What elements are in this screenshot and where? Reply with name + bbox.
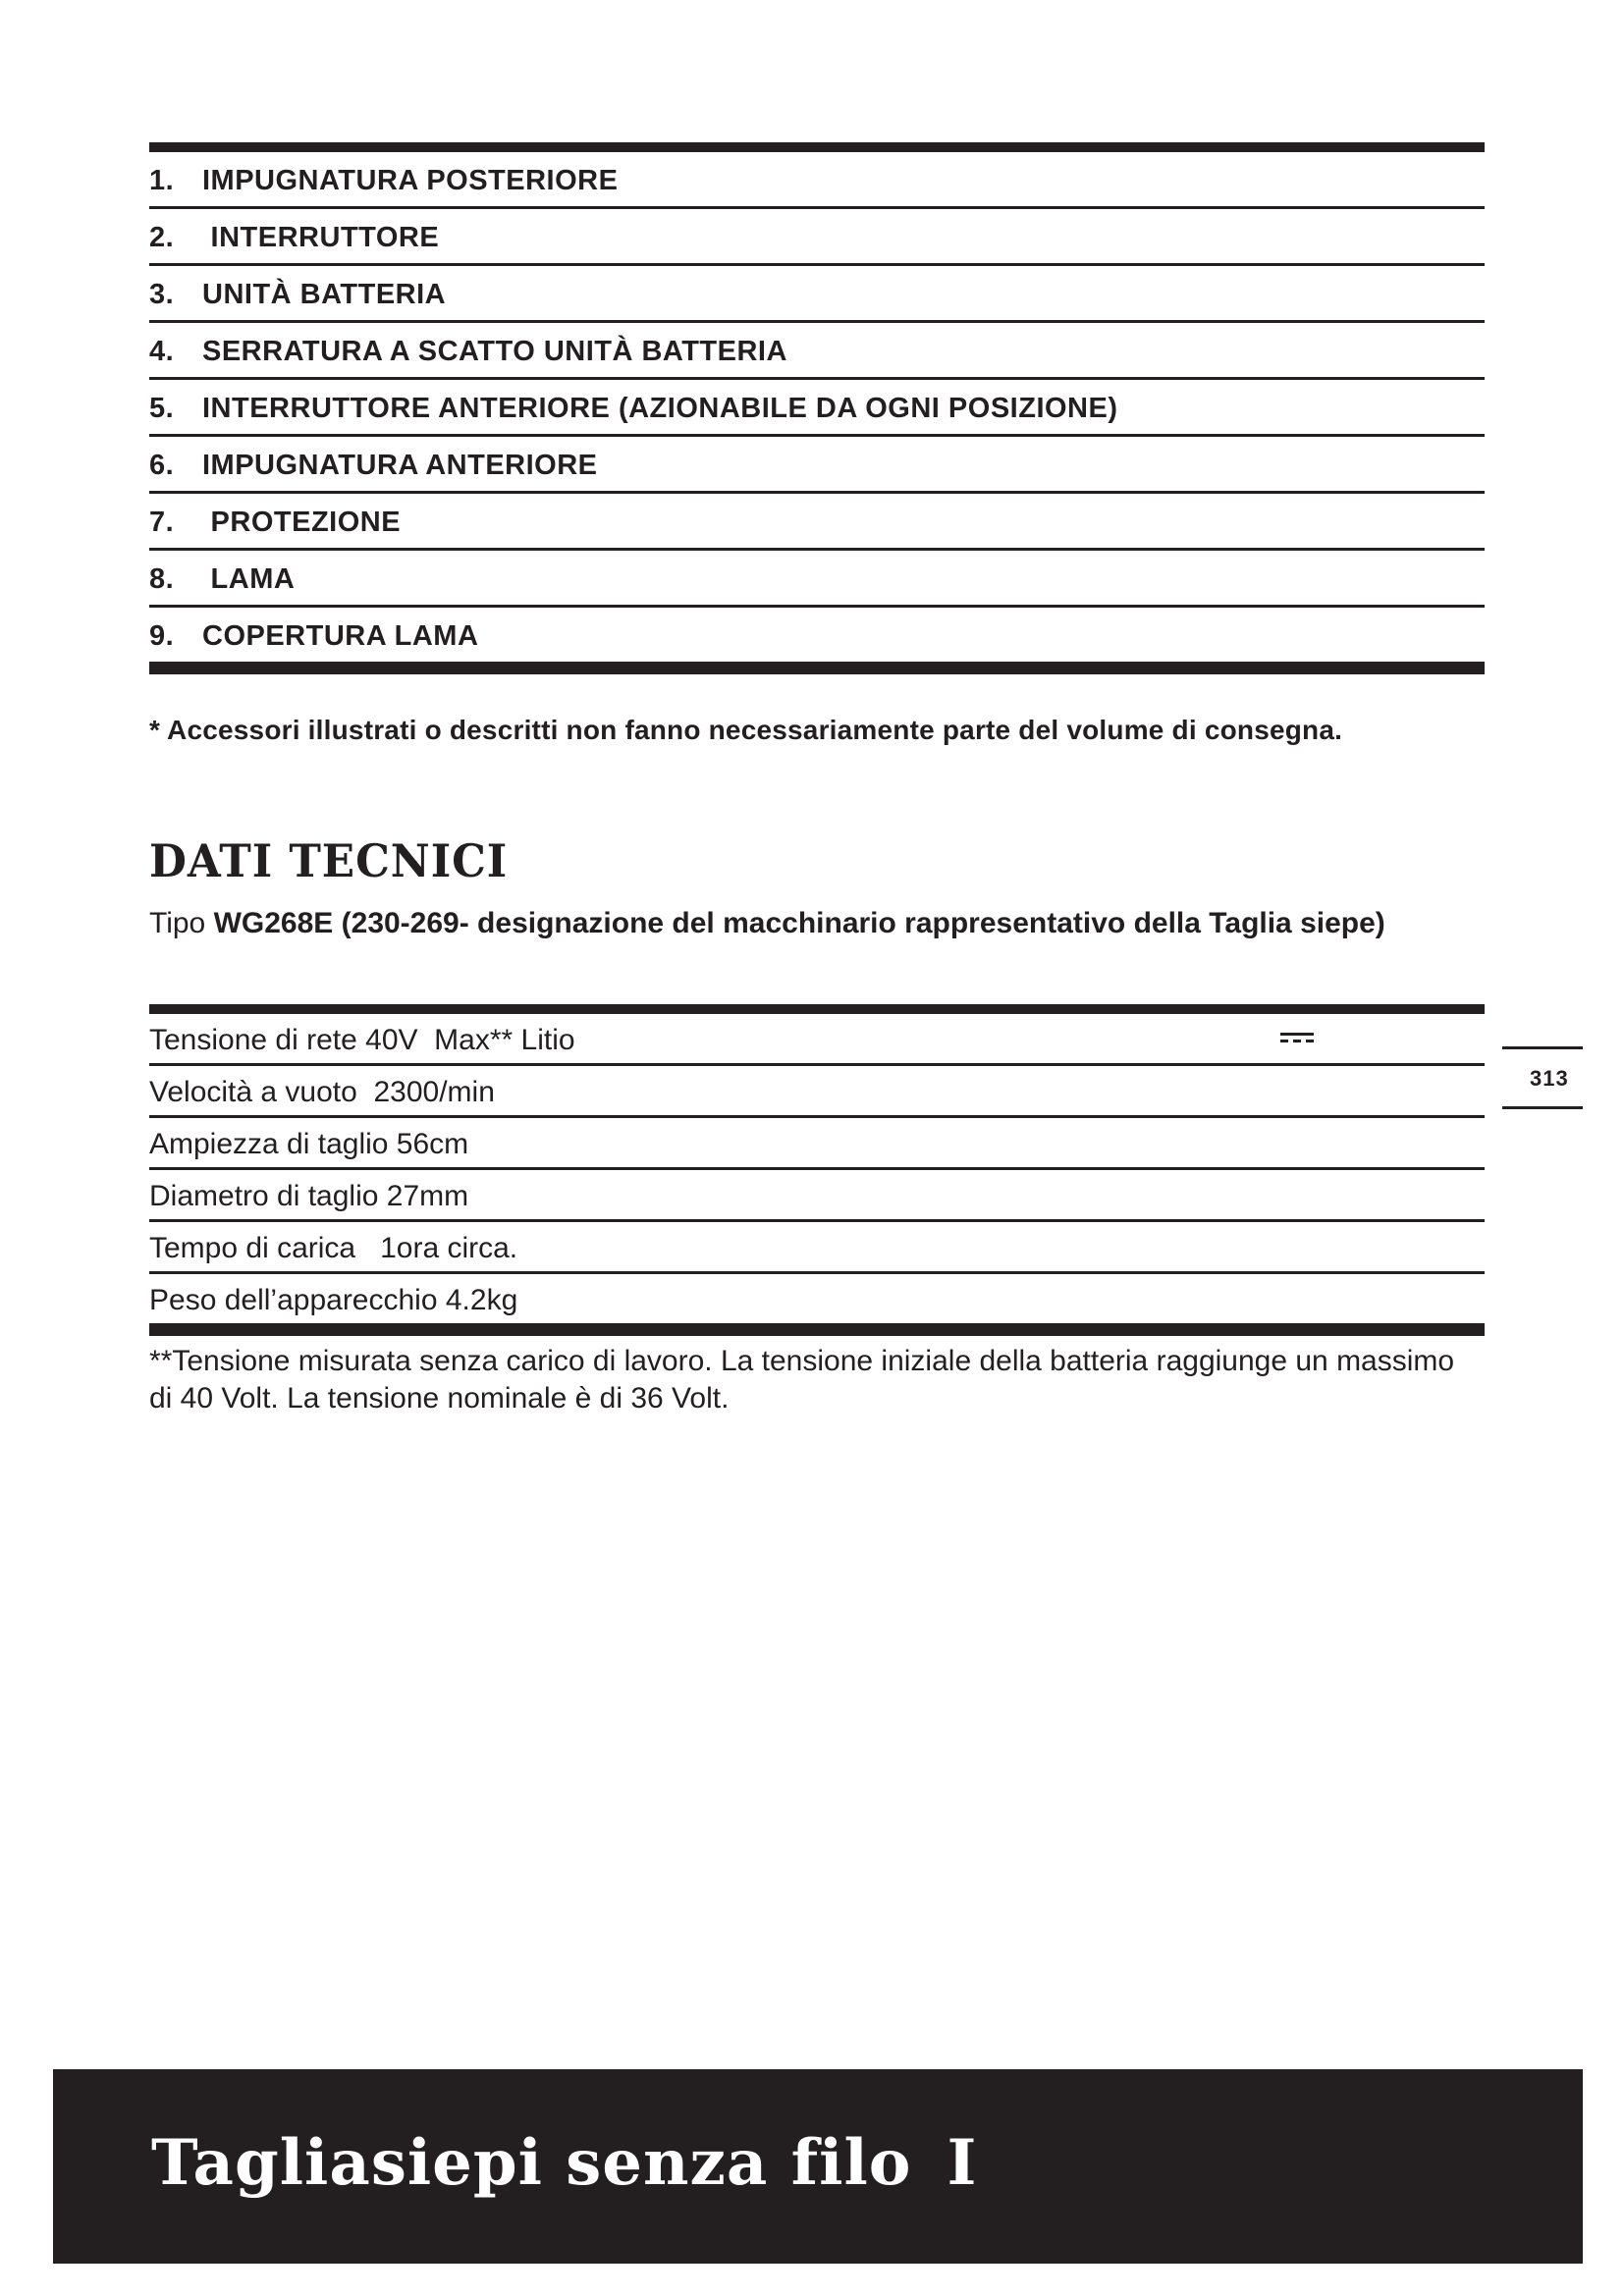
list-item bbox=[149, 608, 1485, 665]
part-number: 4. bbox=[149, 336, 175, 367]
footer-title bbox=[151, 2126, 977, 2200]
table-row bbox=[149, 1170, 1485, 1222]
spec-text: Tempo di carica 1ora circa. bbox=[149, 1231, 518, 1264]
spec-text: Ampiezza di taglio 56cm bbox=[149, 1127, 469, 1160]
part-label: COPERTURA LAMA bbox=[202, 620, 479, 652]
list-item bbox=[149, 323, 1485, 380]
dc-current-icon bbox=[1280, 1031, 1314, 1044]
part-label: LAMA bbox=[202, 563, 296, 595]
part-label: UNITÀ BATTERIA bbox=[202, 279, 447, 310]
list-item bbox=[149, 380, 1485, 437]
list-item bbox=[149, 209, 1485, 266]
spec-text: Diametro di taglio 27mm bbox=[149, 1179, 469, 1212]
part-number: 6. bbox=[149, 450, 175, 481]
part-number: 8. bbox=[149, 563, 175, 595]
parts-bottom-rule bbox=[149, 665, 1485, 674]
part-number: 9. bbox=[149, 620, 175, 652]
part-number: 5. bbox=[149, 393, 175, 424]
parts-list bbox=[149, 142, 1485, 674]
part-number: 3. bbox=[149, 279, 175, 310]
part-label: IMPUGNATURA POSTERIORE bbox=[202, 165, 619, 196]
language-code: I bbox=[947, 2126, 978, 2200]
specs-bottom-rule bbox=[149, 1326, 1485, 1336]
parts-top-rule bbox=[149, 142, 1485, 152]
table-row bbox=[149, 1274, 1485, 1326]
part-number: 7. bbox=[149, 507, 175, 538]
table-row bbox=[149, 1014, 1485, 1066]
accessories-note: * Accessori illustrati o descritti non fanno necessariamente parte del volume di consegna. bbox=[149, 715, 1343, 745]
spec-text: Velocità a vuoto 2300/min bbox=[149, 1075, 495, 1108]
part-label: IMPUGNATURA ANTERIORE bbox=[202, 450, 598, 481]
specs-top-rule bbox=[149, 1004, 1485, 1014]
part-label: INTERRUTTORE bbox=[202, 222, 440, 253]
part-number: 2. bbox=[149, 222, 175, 253]
section-title: DATI TECNICI bbox=[149, 834, 509, 887]
spec-text: Tensione di rete 40V Max** Litio bbox=[149, 1023, 575, 1056]
tab-top-rule bbox=[1502, 1046, 1583, 1049]
part-label: SERRATURA A SCATTO UNITÀ BATTERIA bbox=[202, 336, 787, 367]
list-item bbox=[149, 494, 1485, 551]
list-item bbox=[149, 152, 1485, 209]
table-row bbox=[149, 1222, 1485, 1274]
table-row bbox=[149, 1118, 1485, 1170]
tab-bottom-rule bbox=[1502, 1106, 1583, 1109]
list-item bbox=[149, 551, 1485, 608]
page-number: 313 bbox=[1530, 1066, 1569, 1091]
model-type bbox=[149, 905, 1485, 942]
part-label: PROTEZIONE bbox=[202, 507, 402, 538]
specs-table bbox=[149, 1004, 1485, 1336]
footer-band bbox=[53, 2069, 1583, 2264]
part-number: 1. bbox=[149, 165, 175, 196]
part-label: INTERRUTTORE ANTERIORE (AZIONABILE DA OGNI POSIZIONE) bbox=[202, 393, 1118, 424]
list-item bbox=[149, 437, 1485, 494]
type-prefix: Tipo bbox=[149, 907, 206, 939]
table-row bbox=[149, 1066, 1485, 1118]
voltage-footnote: **Tensione misurata senza carico di lavoro. La tensione iniziale della batteria raggiunge un massimo di 40 Volt. La tensione nominale è di 36 Volt. bbox=[149, 1345, 1455, 1415]
list-item bbox=[149, 266, 1485, 323]
page-tab bbox=[1502, 1046, 1583, 1109]
product-name: Tagliasiepi senza filo bbox=[151, 2126, 912, 2200]
type-value: WG268E (230-269- designazione del macchinario rappresentativo della Taglia siepe) bbox=[213, 907, 1385, 939]
spec-text: Peso dell’apparecchio 4.2kg bbox=[149, 1283, 518, 1316]
